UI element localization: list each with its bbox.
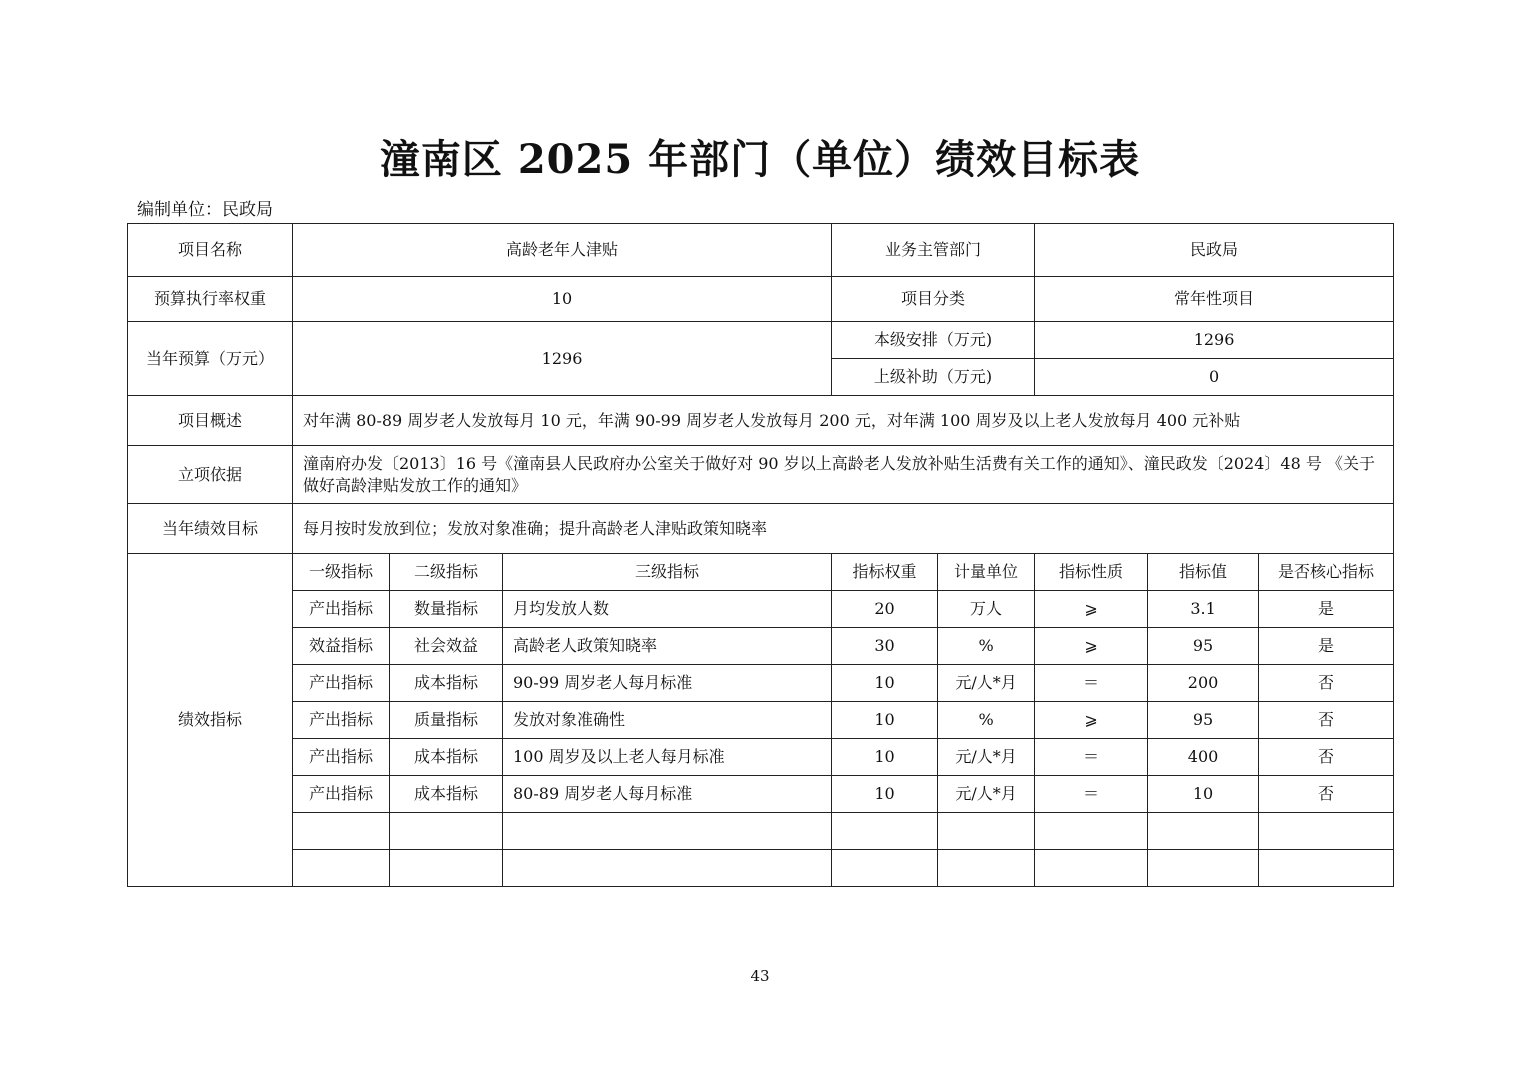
indicator-unit: % <box>938 628 1035 665</box>
indicator-weight: 10 <box>832 665 938 702</box>
indicator-weight: 10 <box>832 776 938 813</box>
level1-indicator: 效益指标 <box>293 628 390 665</box>
is-core-indicator: 否 <box>1259 702 1394 739</box>
level3-indicator: 80-89 周岁老人每月标准 <box>503 776 832 813</box>
indicator-value <box>1148 850 1259 887</box>
local-label: 本级安排（万元) <box>832 322 1035 359</box>
table-row <box>128 739 1394 776</box>
level2-indicator: 数量指标 <box>390 591 503 628</box>
local-value: 1296 <box>1035 322 1394 359</box>
level1-indicator: 产出指标 <box>293 739 390 776</box>
level2-indicator: 成本指标 <box>390 665 503 702</box>
column-header: 指标值 <box>1148 554 1259 591</box>
upper-value: 0 <box>1035 359 1394 396</box>
indicator-nature: ⩾ <box>1035 628 1148 665</box>
indicator-weight: 30 <box>832 628 938 665</box>
indicator-value: 3.1 <box>1148 591 1259 628</box>
goal-value: 每月按时发放到位；发放对象准确；提升高龄老人津贴政策知晓率 <box>293 504 1394 554</box>
is-core-indicator <box>1259 850 1394 887</box>
table-row <box>128 665 1394 702</box>
indicator-unit: % <box>938 702 1035 739</box>
overview-value: 对年满 80-89 周岁老人发放每月 10 元，年满 90-99 周岁老人发放每月 200 元，对年满 100 周岁及以上老人发放每月 400 元补贴 <box>293 396 1394 446</box>
is-core-indicator: 是 <box>1259 628 1394 665</box>
level3-indicator: 高龄老人政策知晓率 <box>503 628 832 665</box>
level2-indicator <box>390 850 503 887</box>
indicator-value <box>1148 813 1259 850</box>
indicator-weight <box>832 813 938 850</box>
basis-value: 潼南府办发〔2013〕16 号《潼南县人民政府办公室关于做好对 90 岁以上高龄老人发放补贴生活费有关工作的通知》、潼民政发〔2024〕48 号 《关于做好高龄津贴发放工作的通知》 <box>293 446 1394 504</box>
level3-indicator: 100 周岁及以上老人每月标准 <box>503 739 832 776</box>
goal-label: 当年绩效目标 <box>128 504 293 554</box>
table-row <box>128 850 1394 887</box>
level3-indicator: 发放对象准确性 <box>503 702 832 739</box>
is-core-indicator: 否 <box>1259 665 1394 702</box>
indicator-nature <box>1035 813 1148 850</box>
level1-indicator: 产出指标 <box>293 776 390 813</box>
page-title: 潼南区 2025 年部门（单位）绩效目标表 <box>379 136 1141 183</box>
is-core-indicator: 否 <box>1259 739 1394 776</box>
column-header: 指标权重 <box>832 554 938 591</box>
level3-indicator <box>503 813 832 850</box>
table-row <box>128 628 1394 665</box>
overview-label: 项目概述 <box>128 396 293 446</box>
indicator-weight <box>832 850 938 887</box>
indicator-value: 200 <box>1148 665 1259 702</box>
category-value: 常年性项目 <box>1035 277 1394 322</box>
table-row <box>128 702 1394 739</box>
indicator-value: 400 <box>1148 739 1259 776</box>
column-header: 三级指标 <box>503 554 832 591</box>
level2-indicator: 社会效益 <box>390 628 503 665</box>
level2-indicator: 成本指标 <box>390 739 503 776</box>
is-core-indicator: 是 <box>1259 591 1394 628</box>
indicators-section-label: 绩效指标 <box>128 554 293 887</box>
column-header: 二级指标 <box>390 554 503 591</box>
performance-table <box>127 223 1394 887</box>
indicator-unit: 元/人*月 <box>938 739 1035 776</box>
is-core-indicator: 否 <box>1259 776 1394 813</box>
level3-indicator: 月均发放人数 <box>503 591 832 628</box>
table-row <box>128 776 1394 813</box>
category-label: 项目分类 <box>832 277 1035 322</box>
indicator-weight: 20 <box>832 591 938 628</box>
indicator-nature: ＝ <box>1035 739 1148 776</box>
table-row <box>128 813 1394 850</box>
indicator-nature: ＝ <box>1035 665 1148 702</box>
column-header: 计量单位 <box>938 554 1035 591</box>
level1-indicator <box>293 850 390 887</box>
indicator-nature: ⩾ <box>1035 591 1148 628</box>
project-name: 高龄老年人津贴 <box>293 224 832 277</box>
column-header: 一级指标 <box>293 554 390 591</box>
indicator-weight: 10 <box>832 702 938 739</box>
compiling-unit: 编制单位：民政局 <box>137 200 273 220</box>
dept-label: 业务主管部门 <box>832 224 1035 277</box>
indicator-nature: ⩾ <box>1035 702 1148 739</box>
level2-indicator <box>390 813 503 850</box>
indicator-unit: 元/人*月 <box>938 665 1035 702</box>
level1-indicator: 产出指标 <box>293 591 390 628</box>
indicator-unit <box>938 813 1035 850</box>
indicator-weight: 10 <box>832 739 938 776</box>
column-header: 是否核心指标 <box>1259 554 1394 591</box>
level2-indicator: 质量指标 <box>390 702 503 739</box>
table-row <box>128 591 1394 628</box>
project-name-label: 项目名称 <box>128 224 293 277</box>
budget-label: 当年预算（万元） <box>128 322 293 396</box>
basis-label: 立项依据 <box>128 446 293 504</box>
level3-indicator: 90-99 周岁老人每月标准 <box>503 665 832 702</box>
column-header: 指标性质 <box>1035 554 1148 591</box>
dept-value: 民政局 <box>1035 224 1394 277</box>
budget-value: 1296 <box>293 322 832 396</box>
page-number: 43 <box>750 967 770 985</box>
indicator-value: 10 <box>1148 776 1259 813</box>
exec-weight-value: 10 <box>293 277 832 322</box>
indicator-unit: 万人 <box>938 591 1035 628</box>
level2-indicator: 成本指标 <box>390 776 503 813</box>
indicator-nature: ＝ <box>1035 776 1148 813</box>
exec-weight-label: 预算执行率权重 <box>128 277 293 322</box>
level1-indicator: 产出指标 <box>293 665 390 702</box>
level1-indicator <box>293 813 390 850</box>
is-core-indicator <box>1259 813 1394 850</box>
indicator-value: 95 <box>1148 702 1259 739</box>
indicator-value: 95 <box>1148 628 1259 665</box>
indicator-unit: 元/人*月 <box>938 776 1035 813</box>
level3-indicator <box>503 850 832 887</box>
indicator-nature <box>1035 850 1148 887</box>
indicator-unit <box>938 850 1035 887</box>
upper-label: 上级补助（万元) <box>832 359 1035 396</box>
level1-indicator: 产出指标 <box>293 702 390 739</box>
